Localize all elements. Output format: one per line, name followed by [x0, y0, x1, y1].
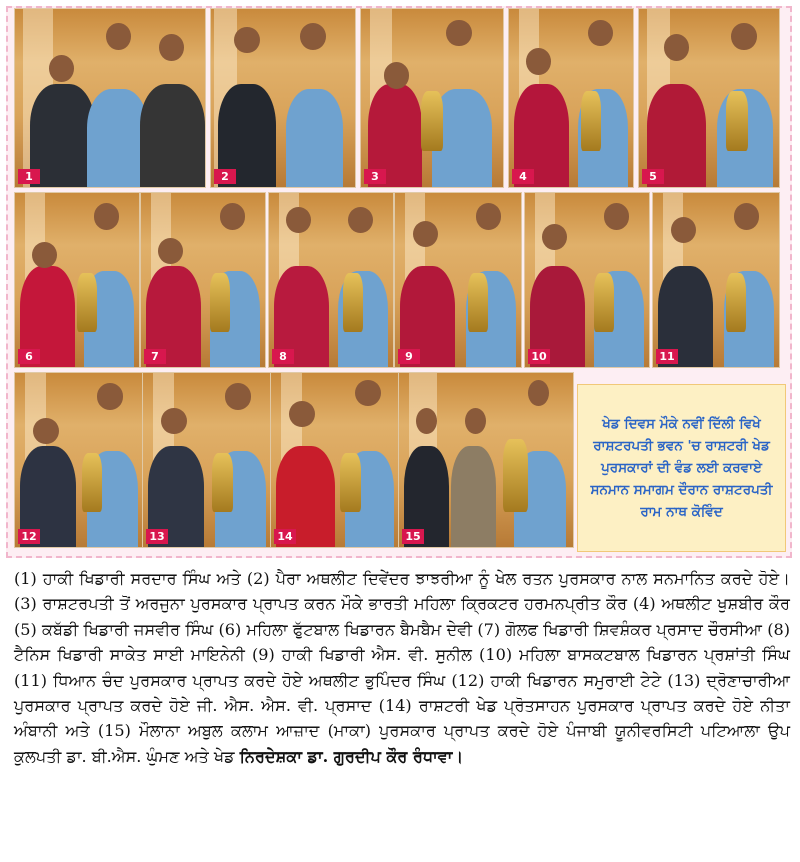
photo-number-badge: 13	[146, 529, 168, 544]
photo-number-badge: 11	[656, 349, 678, 364]
photo-number-badge: 5	[642, 169, 664, 184]
collage-caption-text: ਖੇਡ ਦਿਵਸ ਮੌਕੇ ਨਵੀਂ ਦਿੱਲੀ ਵਿਖੇ ਰਾਸ਼ਟਰਪਤੀ ਭਵਨ 'ਚ ਰਾਸ਼ਟਰੀ ਖੇਡ ਪੁਰਸਕਾਰਾਂ ਦੀ ਵੰਡ ਲਈ ਕਰਵਾਏ ਸਨਮਾਨ ਸਮਾਗਮ ਦੌਰਾਨ ਰਾਸ਼ਟਰਪਤੀ ਰਾਮ ਨਾਥ ਕੋਵਿੰਦ	[590, 416, 773, 520]
award-photo-5	[638, 8, 780, 188]
photo-number-badge: 4	[512, 169, 534, 184]
photo-number-badge: 6	[18, 349, 40, 364]
award-photo-14	[270, 372, 400, 548]
award-photo-7	[140, 192, 266, 368]
description-final-line: ਨਿਰਦੇਸ਼ਕਾ ਡਾ. ਗੁਰਦੀਪ ਕੌਰ ਰੰਧਾਵਾ।	[239, 746, 464, 766]
award-photo-11	[652, 192, 780, 368]
photo-number-badge: 7	[144, 349, 166, 364]
photo-number-badge: 1	[18, 169, 40, 184]
photo-description-text	[14, 566, 790, 856]
photo-number-badge: 2	[214, 169, 236, 184]
award-photo-15	[398, 372, 574, 548]
collage-caption-box	[577, 384, 786, 552]
photo-number-badge: 3	[364, 169, 386, 184]
award-photo-2	[210, 8, 356, 188]
photo-number-badge: 14	[274, 529, 296, 544]
award-photo-4	[508, 8, 634, 188]
award-photo-12	[14, 372, 144, 548]
photo-number-badge: 12	[18, 529, 40, 544]
award-photo-8	[268, 192, 394, 368]
award-photo-9	[394, 192, 522, 368]
photo-number-badge: 9	[398, 349, 420, 364]
award-photo-3	[360, 8, 504, 188]
photo-number-badge: 8	[272, 349, 294, 364]
photo-number-badge: 10	[528, 349, 550, 364]
award-photo-13	[142, 372, 272, 548]
award-photo-6	[14, 192, 140, 368]
award-photo-1	[14, 8, 206, 188]
award-photo-10	[524, 192, 650, 368]
description-body: (1) ਹਾਕੀ ਖਿਡਾਰੀ ਸਰਦਾਰ ਸਿੰਘ ਅਤੇ (2) ਪੈਰਾ ਅਥਲੀਟ ਦਿਵੇਂਦਰ ਝਾਝਰੀਆ ਨੂੰ ਖੇਲ ਰਤਨ ਪੁਰਸਕਾਰ ਨਾਲ ਸਨਮਾਨਿਤ ਕਰਦੇ ਹੋਏ। (3) ਰਾਸ਼ਟਰਪਤੀ ਤੋਂ ਅਰਜੁਨਾ ਪੁਰਸਕਾਰ ਪ੍ਰਾਪਤ ਕਰਨ ਮੌਕੇ ਭਾਰਤੀ ਮਹਿਲਾ ਕ੍ਰਿਕਟਰ ਹਰਮਨਪ੍ਰੀਤ ਕੌਰ (4) ਅਥਲੀਟ ਖੁਸ਼ਬੀਰ ਕੌਰ (5) ਕਬੱਡੀ ਖਿਡਾਰੀ ਜਸਵੀਰ ਸਿੰਘ (6) ਮਹਿਲਾ ਫੁੱਟਬਾਲ ਖਿਡਾਰਨ ਬੈਮਬੈਮ ਦੇਵੀ (7) ਗੋਲਫ ਖਿਡਾਰੀ ਸ਼ਿਵਸ਼ੰਕਰ ਪ੍ਰਸਾਦ ਚੌਰਸੀਆ (8) ਟੈਨਿਸ ਖਿਡਾਰੀ ਸਾਕੇਤ ਸਾਈ ਮਾਇਨੇਨੀ (9) ਹਾਕੀ ਖਿਡਾਰੀ ਐਸ. ਵੀ. ਸੁਨੀਲ (10) ਮਹਿਲਾ ਬਾਸਕਟਬਾਲ ਖਿਡਾਰਨ ਪ੍ਰਸ਼ਾਂਤੀ ਸਿੰਘ (11) ਧਿਆਨ ਚੰਦ ਪੁਰਸਕਾਰ ਪ੍ਰਾਪਤ ਕਰਦੇ ਹੋਏ ਅਥਲੀਟ ਭੁਪਿੰਦਰ ਸਿੰਘ (12) ਹਾਕੀ ਖਿਡਾਰਨ ਸਮੁਰਾਈ ਟੇਟੇ (13) ਦ੍ਰੋਣਾਚਾਰੀਆ ਪੁਰਸਕਾਰ ਪ੍ਰਾਪਤ ਕਰਦੇ ਹੋਏ ਜੀ. ਐਸ. ਐਸ. ਵੀ. ਪ੍ਰਸਾਦ (14) ਰਾਸ਼ਟਰੀ ਖੇਡ ਪ੍ਰੋਤਸਾਹਨ ਪੁਰਸਕਾਰ ਪ੍ਰਾਪਤ ਕਰਦੇ ਹੋਏ ਨੀਤਾ ਅੰਬਾਨੀ ਅਤੇ (15) ਮੌਲਾਨਾ ਅਬੁਲ ਕਲਾਮ ਆਜ਼ਾਦ (ਮਾਕਾ) ਪੁਰਸਕਾਰ ਪ੍ਰਾਪਤ ਕਰਦੇ ਹੋਏ ਪੰਜਾਬੀ ਯੂਨੀਵਰਸਿਟੀ ਪਟਿਆਲਾ ਉਪ ਕੁਲਪਤੀ ਡਾ. ਬੀ.ਐਸ. ਘੁੰਮਣ ਅਤੇ ਖੇਡ	[14, 569, 790, 766]
photo-number-badge: 15	[402, 529, 424, 544]
